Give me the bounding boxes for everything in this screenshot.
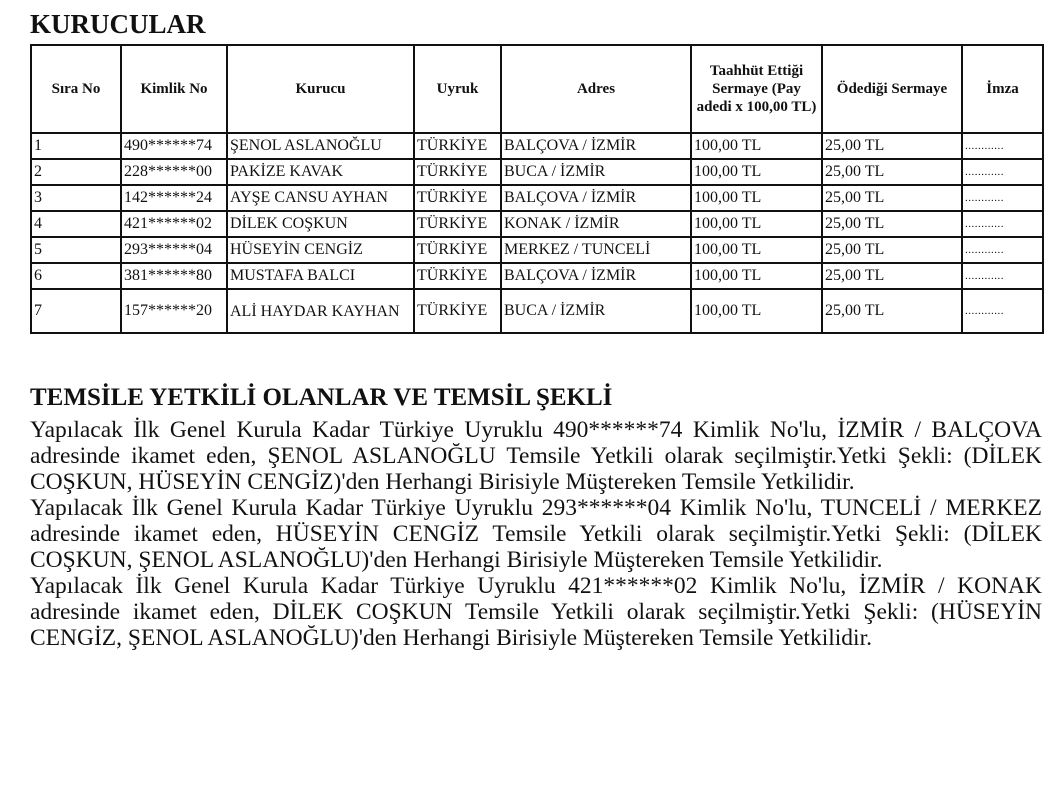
- cell-adres: BALÇOVA / İZMİR: [501, 133, 691, 159]
- cell-kimlik-no: 421******02: [121, 211, 227, 237]
- cell-odedigi-sermaye: 25,00 TL: [822, 211, 962, 237]
- cell-sira-no: 3: [31, 185, 121, 211]
- column-header-kurucu: Kurucu: [227, 45, 414, 133]
- cell-imza: ............: [962, 237, 1043, 263]
- cell-kimlik-no: 142******24: [121, 185, 227, 211]
- cell-taahhut-sermaye: 100,00 TL: [691, 289, 822, 333]
- founders-table: [30, 44, 1044, 334]
- cell-taahhut-sermaye: 100,00 TL: [691, 185, 822, 211]
- cell-taahhut-sermaye: 100,00 TL: [691, 133, 822, 159]
- cell-odedigi-sermaye: 25,00 TL: [822, 263, 962, 289]
- cell-sira-no: 4: [31, 211, 121, 237]
- cell-odedigi-sermaye: 25,00 TL: [822, 185, 962, 211]
- representation-paragraph: Yapılacak İlk Genel Kurula Kadar Türkiye Uyruklu 293******04 Kimlik No'lu, TUNCELİ / MERKEZ adresinde ikamet eden, HÜSEYİN CENGİZ Temsile Yetkili olarak seçilmiştir.Yetki Şekli: (DİLEK COŞKUN, ŞENOL ASLANOĞLU)'den Herhangi Birisiyle Müştereken Temsile Yetkilidir.: [30, 495, 1042, 573]
- table-row: [31, 289, 1043, 333]
- representatives-section-title: TEMSİLE YETKİLİ OLANLAR VE TEMSİL ŞEKLİ: [30, 384, 613, 411]
- cell-kurucu: AYŞE CANSU AYHAN: [227, 185, 414, 211]
- cell-uyruk: TÜRKİYE: [414, 133, 501, 159]
- representation-paragraph: Yapılacak İlk Genel Kurula Kadar Türkiye Uyruklu 490******74 Kimlik No'lu, İZMİR / BALÇOVA adresinde ikamet eden, ŞENOL ASLANOĞLU Temsile Yetkili olarak seçilmiştir.Yetki Şekli: (DİLEK COŞKUN, HÜSEYİN CENGİZ)'den Herhangi Birisiyle Müştereken Temsile Yetkilidir.: [30, 417, 1042, 495]
- column-header-sira-no: Sıra No: [31, 45, 121, 133]
- table-row: [31, 159, 1043, 185]
- cell-sira-no: 5: [31, 237, 121, 263]
- cell-taahhut-sermaye: 100,00 TL: [691, 237, 822, 263]
- cell-taahhut-sermaye: 100,00 TL: [691, 211, 822, 237]
- cell-kurucu: MUSTAFA BALCI: [227, 263, 414, 289]
- column-header-odedigi-sermaye: Ödediği Sermaye: [822, 45, 962, 133]
- column-header-uyruk: Uyruk: [414, 45, 501, 133]
- cell-adres: KONAK / İZMİR: [501, 211, 691, 237]
- cell-sira-no: 1: [31, 133, 121, 159]
- cell-kimlik-no: 157******20: [121, 289, 227, 333]
- cell-adres: BALÇOVA / İZMİR: [501, 263, 691, 289]
- cell-uyruk: TÜRKİYE: [414, 289, 501, 333]
- table-row: [31, 185, 1043, 211]
- cell-imza: ............: [962, 133, 1043, 159]
- cell-sira-no: 2: [31, 159, 121, 185]
- cell-odedigi-sermaye: 25,00 TL: [822, 159, 962, 185]
- cell-imza: ............: [962, 185, 1043, 211]
- cell-uyruk: TÜRKİYE: [414, 185, 501, 211]
- cell-kurucu: DİLEK COŞKUN: [227, 211, 414, 237]
- column-header-imza: İmza: [962, 45, 1043, 133]
- table-row: [31, 263, 1043, 289]
- cell-adres: BUCA / İZMİR: [501, 159, 691, 185]
- cell-imza: ............: [962, 159, 1043, 185]
- table-row: [31, 237, 1043, 263]
- cell-sira-no: 7: [31, 289, 121, 333]
- cell-adres: BALÇOVA / İZMİR: [501, 185, 691, 211]
- column-header-taahhut-sermaye: Taahhüt Ettiği Sermaye (Pay adedi x 100,00 TL): [691, 45, 822, 133]
- cell-adres: MERKEZ / TUNCELİ: [501, 237, 691, 263]
- representatives-body: [30, 417, 1042, 651]
- table-row: [31, 211, 1043, 237]
- representation-paragraph: Yapılacak İlk Genel Kurula Kadar Türkiye Uyruklu 421******02 Kimlik No'lu, İZMİR / KONAK adresinde ikamet eden, DİLEK COŞKUN Temsile Yetkili olarak seçilmiştir.Yetki Şekli: (HÜSEYİN CENGİZ, ŞENOL ASLANOĞLU)'den Herhangi Birisiyle Müştereken Temsile Yetkilidir.: [30, 573, 1042, 651]
- cell-uyruk: TÜRKİYE: [414, 211, 501, 237]
- cell-kimlik-no: 228******00: [121, 159, 227, 185]
- cell-odedigi-sermaye: 25,00 TL: [822, 133, 962, 159]
- founders-section-title: KURUCULAR: [30, 9, 206, 39]
- cell-taahhut-sermaye: 100,00 TL: [691, 159, 822, 185]
- cell-adres: BUCA / İZMİR: [501, 289, 691, 333]
- cell-uyruk: TÜRKİYE: [414, 159, 501, 185]
- cell-imza: ............: [962, 211, 1043, 237]
- cell-odedigi-sermaye: 25,00 TL: [822, 237, 962, 263]
- cell-sira-no: 6: [31, 263, 121, 289]
- cell-imza: ............: [962, 289, 1043, 333]
- cell-imza: ............: [962, 263, 1043, 289]
- cell-odedigi-sermaye: 25,00 TL: [822, 289, 962, 333]
- cell-kimlik-no: 381******80: [121, 263, 227, 289]
- cell-kurucu: PAKİZE KAVAK: [227, 159, 414, 185]
- table-row: [31, 133, 1043, 159]
- cell-kimlik-no: 293******04: [121, 237, 227, 263]
- cell-kurucu: ALİ HAYDAR KAYHAN: [227, 289, 414, 333]
- column-header-adres: Adres: [501, 45, 691, 133]
- cell-uyruk: TÜRKİYE: [414, 237, 501, 263]
- cell-kurucu: ŞENOL ASLANOĞLU: [227, 133, 414, 159]
- cell-uyruk: TÜRKİYE: [414, 263, 501, 289]
- cell-kurucu: HÜSEYİN CENGİZ: [227, 237, 414, 263]
- cell-taahhut-sermaye: 100,00 TL: [691, 263, 822, 289]
- column-header-kimlik-no: Kimlik No: [121, 45, 227, 133]
- table-header-row: [31, 45, 1043, 133]
- cell-kimlik-no: 490******74: [121, 133, 227, 159]
